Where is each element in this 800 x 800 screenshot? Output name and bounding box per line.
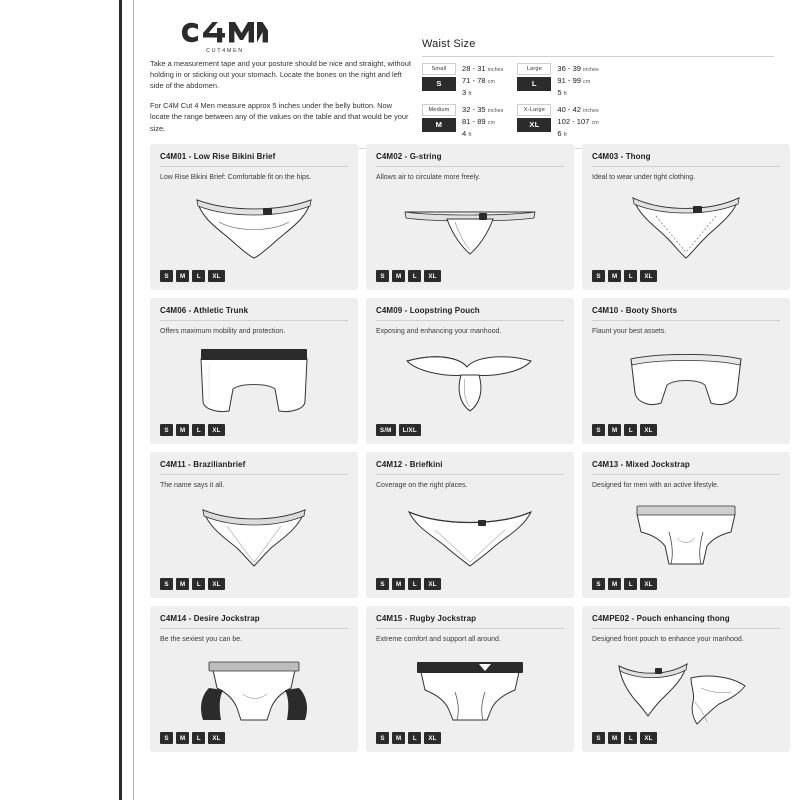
medium-ft: 4 [462, 129, 467, 139]
product-description: The name says it all. [160, 482, 225, 489]
xlarge-cm: 102 - 107 [557, 117, 590, 127]
size-chip[interactable]: M [392, 732, 405, 744]
product-card[interactable] [150, 144, 358, 290]
product-illustration-pouch [582, 650, 790, 728]
product-title: C4M03 - Thong [592, 152, 651, 161]
size-chip[interactable]: S [160, 270, 173, 282]
size-name-small: Small [422, 63, 456, 75]
unit-inches-4: inches [583, 108, 599, 115]
size-abbr-medium: M [422, 118, 456, 132]
size-abbr-large: L [517, 77, 551, 91]
size-row-xlarge [517, 104, 598, 139]
product-card[interactable] [582, 606, 790, 752]
size-chip[interactable]: S [160, 732, 173, 744]
small-inches: 28 - 31 [462, 64, 486, 73]
size-chip[interactable]: S [376, 578, 389, 590]
size-chip[interactable]: L [624, 424, 637, 436]
waist-size-section [422, 38, 774, 140]
size-badge-medium [422, 104, 456, 139]
product-size-list [376, 270, 441, 282]
waist-divider [422, 56, 774, 57]
product-card[interactable] [366, 144, 574, 290]
product-title: C4M11 - Brazilianbrief [160, 460, 246, 469]
product-card[interactable] [582, 144, 790, 290]
product-divider [160, 166, 348, 167]
product-card[interactable] [366, 298, 574, 444]
size-chip[interactable]: S [376, 270, 389, 282]
product-description: Coverage on the right places. [376, 482, 468, 489]
size-badge-large [517, 63, 551, 98]
unit-inches-2: inches [487, 108, 504, 115]
product-card[interactable] [582, 452, 790, 598]
product-description: Designed for men with an active lifestyle. [592, 482, 719, 489]
product-card[interactable] [150, 452, 358, 598]
size-chip[interactable]: L [408, 270, 421, 282]
size-chip[interactable]: M [176, 424, 189, 436]
product-divider [592, 628, 780, 629]
product-description: Allows air to circulate more freely. [376, 174, 481, 181]
size-chip[interactable]: L [408, 578, 421, 590]
size-chip[interactable]: L [192, 424, 205, 436]
size-name-xlarge: X-Large [517, 104, 551, 116]
product-size-list [592, 578, 657, 590]
product-illustration-loopstring [366, 342, 574, 420]
intro-paragraph-1: Take a measurement tape and your posture should be nice and straight, without holding in or sticking out your stomach. Locate the bones on the right and left side of the abdomen. [150, 59, 411, 91]
large-inches: 36 - 39 [557, 64, 582, 73]
size-chip[interactable]: M [176, 270, 189, 282]
product-divider [376, 320, 564, 321]
product-title: C4M10 - Booty Shorts [592, 306, 678, 315]
size-chip[interactable]: XL [208, 732, 224, 744]
product-illustration-jockstrap [582, 496, 790, 574]
size-chip[interactable]: XL [640, 732, 656, 744]
size-chip[interactable]: M [392, 270, 405, 282]
size-abbr-xlarge: XL [517, 118, 551, 132]
unit-cm-4: cm [591, 120, 599, 127]
product-title: C4M09 - Loopstring Pouch [376, 306, 480, 315]
product-size-list [160, 270, 225, 282]
product-size-list [376, 578, 441, 590]
size-values-large [557, 63, 598, 98]
waist-size-table [422, 63, 774, 140]
product-divider [160, 474, 348, 475]
size-values-medium [462, 104, 503, 139]
product-card[interactable] [366, 452, 574, 598]
size-chip[interactable]: S/M [376, 424, 396, 436]
size-values-small [462, 63, 503, 98]
product-card[interactable] [366, 606, 574, 752]
product-size-list [592, 732, 657, 744]
product-illustration-thong [582, 188, 790, 266]
product-description: Exposing and enhancing your manhood. [376, 328, 502, 335]
size-chip[interactable]: S [592, 270, 605, 282]
product-title: C4M15 - Rugby Jockstrap [376, 614, 477, 623]
size-chip[interactable]: XL [424, 578, 440, 590]
product-divider [376, 628, 564, 629]
xlarge-inches: 40 - 42 [557, 105, 582, 115]
size-chip[interactable]: S [592, 578, 605, 590]
product-description: Low Rise Bikini Brief: Comfortable fit on the hips. [160, 174, 312, 181]
unit-ft-3: ft [563, 90, 567, 97]
xlarge-ft: 6 [557, 129, 562, 139]
size-chip[interactable]: M [608, 732, 621, 744]
size-chip[interactable]: L [192, 270, 205, 282]
product-title: C4M02 - G-string [376, 152, 442, 161]
left-border-thick [119, 0, 122, 800]
size-chip[interactable]: M [608, 424, 621, 436]
size-values-xlarge [557, 104, 598, 139]
product-description: Extreme comfort and support all around. [376, 636, 501, 643]
size-chip[interactable]: L [192, 578, 205, 590]
product-description: Designed front pouch to enhance your manhood. [592, 636, 744, 643]
size-chip[interactable]: L [408, 732, 421, 744]
product-divider [160, 320, 348, 321]
product-title: C4MPE02 - Pouch enhancing thong [592, 614, 730, 623]
left-border-thin [133, 0, 134, 800]
size-chip[interactable]: XL [640, 424, 656, 436]
product-illustration-bikini [150, 188, 358, 266]
size-chip[interactable]: XL [640, 578, 656, 590]
product-title: C4M06 - Athletic Trunk [160, 306, 249, 315]
small-ft: 3 [462, 87, 467, 97]
unit-ft: ft [468, 90, 472, 97]
size-chip[interactable]: M [176, 732, 189, 744]
size-chip[interactable]: S [376, 732, 389, 744]
product-size-list [376, 424, 421, 436]
product-grid [150, 144, 790, 752]
product-description: Ideal to wear under tight clothing. [592, 174, 696, 181]
size-name-medium: Medium [422, 104, 456, 116]
size-chip[interactable]: L/XL [399, 424, 421, 436]
unit-ft-2: ft [468, 132, 472, 139]
c4m-logo-icon [179, 20, 271, 46]
size-chip[interactable]: L [192, 732, 205, 744]
product-illustration-briefkini [366, 496, 574, 574]
size-chip[interactable]: M [608, 578, 621, 590]
unit-cm: cm [487, 78, 495, 85]
large-cm: 91 - 99 [557, 75, 582, 85]
product-illustration-trunk [150, 342, 358, 420]
size-chip[interactable]: M [176, 578, 189, 590]
size-chip[interactable]: XL [424, 732, 440, 744]
size-chip[interactable]: XL [208, 424, 224, 436]
product-size-list [376, 732, 441, 744]
product-description: Offers maximum mobility and protection. [160, 328, 286, 335]
size-row-large [517, 63, 598, 98]
small-cm: 71 - 78 [462, 75, 486, 85]
product-title: C4M13 - Mixed Jockstrap [592, 460, 690, 469]
product-illustration-rugby [366, 650, 574, 728]
product-divider [592, 474, 780, 475]
size-chip[interactable]: L [624, 732, 637, 744]
waist-size-title: Waist Size [422, 38, 476, 50]
product-divider [376, 474, 564, 475]
product-size-list [160, 732, 225, 744]
product-description: Be the sexiest you can be. [160, 636, 243, 643]
unit-inches: inches [487, 67, 504, 73]
product-title: C4M12 - Briefkini [376, 460, 443, 469]
size-chip[interactable]: L [624, 270, 637, 282]
product-divider [376, 166, 564, 167]
product-size-list [160, 578, 225, 590]
brand-logo [160, 20, 290, 54]
unit-ft-4: ft [563, 132, 567, 139]
size-abbr-small: S [422, 77, 456, 91]
header [150, 14, 786, 139]
product-divider [592, 166, 780, 167]
product-divider [160, 628, 348, 629]
intro-text [150, 58, 412, 134]
size-row-small [422, 63, 503, 98]
product-description: Flaunt your best assets. [592, 328, 667, 335]
size-chip[interactable]: S [160, 424, 173, 436]
medium-inches: 32 - 35 [462, 105, 486, 115]
product-illustration-gstring [366, 188, 574, 266]
product-divider [592, 320, 780, 321]
size-chip[interactable]: S [160, 578, 173, 590]
product-card[interactable] [150, 606, 358, 752]
product-title: C4M14 - Desire Jockstrap [160, 614, 260, 623]
size-chip[interactable]: XL [208, 270, 224, 282]
medium-cm: 81 - 89 [462, 117, 486, 127]
size-chip[interactable]: M [608, 270, 621, 282]
brand-tagline: CUT4MEN [206, 48, 244, 54]
product-size-list [592, 270, 657, 282]
size-chip[interactable]: L [624, 578, 637, 590]
size-chip[interactable]: S [592, 424, 605, 436]
product-size-list [160, 424, 225, 436]
intro-paragraph-2: For C4M Cut 4 Men measure approx 5 inches under the belly button. Now locate the range between any of the values on the table and that would be your size. [150, 101, 409, 133]
size-chip[interactable]: XL [208, 578, 224, 590]
size-chip[interactable]: S [592, 732, 605, 744]
size-name-large: Large [517, 63, 551, 75]
waist-column-right [517, 63, 598, 140]
size-chip[interactable]: XL [424, 270, 440, 282]
unit-cm-3: cm [583, 78, 591, 85]
product-card[interactable] [150, 298, 358, 444]
product-title: C4M01 - Low Rise Bikini Brief [160, 152, 276, 161]
unit-cm-2: cm [487, 120, 495, 127]
product-card[interactable] [582, 298, 790, 444]
product-illustration-booty [582, 342, 790, 420]
size-chip[interactable]: M [392, 578, 405, 590]
size-badge-xlarge [517, 104, 551, 139]
size-badge-small [422, 63, 456, 98]
product-illustration-desire [150, 650, 358, 728]
size-chip[interactable]: XL [640, 270, 656, 282]
product-illustration-brazilian [150, 496, 358, 574]
waist-column-left [422, 63, 503, 140]
large-ft: 5 [557, 87, 562, 97]
product-size-list [592, 424, 657, 436]
size-row-medium [422, 104, 503, 139]
unit-inches-3: inches [583, 67, 599, 73]
